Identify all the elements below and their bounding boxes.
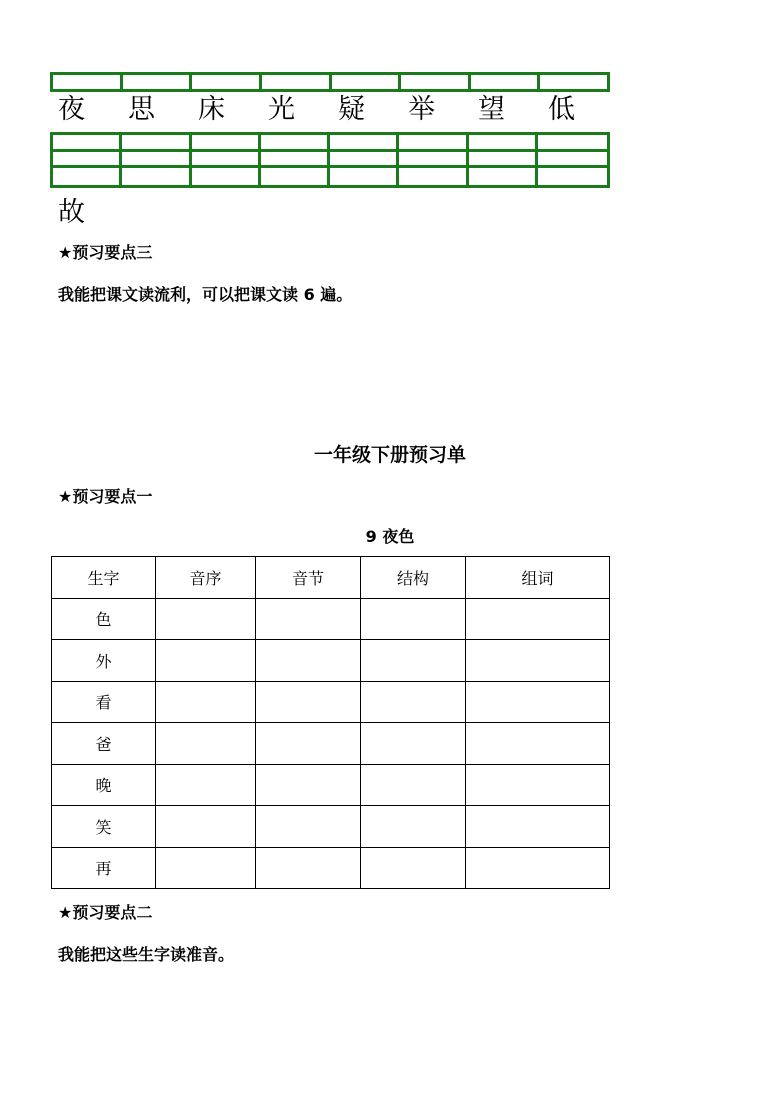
pinyin-cell[interactable] [399, 168, 468, 185]
pinyin-cell[interactable] [399, 152, 468, 169]
pinyin-cell[interactable] [540, 75, 607, 89]
character-cell: 笑 [52, 806, 156, 848]
pinyin-cell[interactable] [330, 168, 399, 185]
answer-cell[interactable] [156, 681, 256, 723]
answer-cell[interactable] [361, 806, 466, 848]
answer-cell[interactable] [466, 764, 610, 806]
answer-cell[interactable] [361, 640, 466, 682]
pinyin-cell[interactable] [261, 135, 330, 152]
answer-cell[interactable] [156, 764, 256, 806]
table-row [52, 847, 610, 889]
answer-cell[interactable] [466, 681, 610, 723]
column-header: 组词 [466, 557, 610, 599]
pinyin-cell[interactable] [330, 135, 399, 152]
answer-cell[interactable] [256, 847, 361, 889]
table-row [52, 681, 610, 723]
answer-cell[interactable] [361, 847, 466, 889]
character: 光 [268, 94, 295, 125]
character: 夜 [58, 94, 85, 125]
pinyin-cell[interactable] [261, 168, 330, 185]
character: 望 [478, 94, 505, 125]
section1-heading: ★预习要点一 [58, 487, 153, 506]
answer-cell[interactable] [466, 640, 610, 682]
pinyin-cell[interactable] [330, 152, 399, 169]
answer-cell[interactable] [361, 681, 466, 723]
pinyin-cell[interactable] [332, 75, 402, 89]
pinyin-cell[interactable] [192, 75, 262, 89]
character: 思 [128, 94, 155, 125]
pinyin-cell[interactable] [192, 152, 261, 169]
column-header: 音节 [256, 557, 361, 599]
page-title: 一年级下册预习单 [313, 444, 466, 466]
answer-cell[interactable] [156, 598, 256, 640]
table-header-row [52, 557, 610, 599]
pinyin-cell[interactable] [399, 135, 468, 152]
answer-cell[interactable] [361, 598, 466, 640]
character: 疑 [338, 94, 365, 125]
pinyin-cell[interactable] [538, 168, 607, 185]
table-row [52, 764, 610, 806]
character-cell: 晚 [52, 764, 156, 806]
answer-cell[interactable] [156, 640, 256, 682]
answer-cell[interactable] [256, 640, 361, 682]
section3-heading: ★预习要点三 [58, 243, 153, 262]
answer-cell[interactable] [466, 806, 610, 848]
answer-cell[interactable] [256, 598, 361, 640]
pinyin-cell[interactable] [401, 75, 471, 89]
pinyin-cell[interactable] [469, 168, 538, 185]
answer-cell[interactable] [361, 764, 466, 806]
pinyin-cell[interactable] [122, 152, 191, 169]
answer-cell[interactable] [466, 723, 610, 765]
answer-cell[interactable] [256, 681, 361, 723]
character-cell: 色 [52, 598, 156, 640]
character-table [51, 556, 610, 889]
lesson-title: 9 夜色 [365, 527, 415, 546]
table-row [52, 723, 610, 765]
pinyin-cell[interactable] [471, 75, 541, 89]
pinyin-cell[interactable] [469, 135, 538, 152]
answer-cell[interactable] [256, 806, 361, 848]
column-header: 音序 [156, 557, 256, 599]
pinyin-cell[interactable] [261, 152, 330, 169]
section2-heading: ★预习要点二 [58, 903, 153, 922]
column-header: 生字 [52, 557, 156, 599]
pinyin-cell[interactable] [123, 75, 193, 89]
pinyin-cell[interactable] [538, 135, 607, 152]
pinyin-cell[interactable] [53, 168, 122, 185]
section3-text: 我能把课文读流利，可以把课文读 6 遍。 [58, 285, 353, 304]
table-row [52, 640, 610, 682]
answer-cell[interactable] [156, 847, 256, 889]
pinyin-cell[interactable] [192, 168, 261, 185]
answer-cell[interactable] [466, 847, 610, 889]
character-row [50, 88, 610, 132]
table-row [52, 598, 610, 640]
pinyin-cell[interactable] [122, 135, 191, 152]
character-cell: 爸 [52, 723, 156, 765]
answer-cell[interactable] [256, 723, 361, 765]
section2-text: 我能把这些生字读准音。 [58, 945, 235, 964]
pinyin-cell[interactable] [192, 135, 261, 152]
extra-character: 故 [58, 197, 85, 228]
character-cell: 看 [52, 681, 156, 723]
character: 举 [408, 94, 435, 125]
pinyin-cell[interactable] [53, 152, 122, 169]
pinyin-cell[interactable] [262, 75, 332, 89]
column-header: 结构 [361, 557, 466, 599]
answer-cell[interactable] [466, 598, 610, 640]
pinyin-cell[interactable] [469, 152, 538, 169]
character-cell: 外 [52, 640, 156, 682]
answer-cell[interactable] [156, 723, 256, 765]
answer-cell[interactable] [156, 806, 256, 848]
answer-cell[interactable] [361, 723, 466, 765]
character-cell: 再 [52, 847, 156, 889]
pinyin-cell[interactable] [53, 135, 122, 152]
pinyin-grid-bottom [50, 132, 610, 188]
pinyin-cell[interactable] [122, 168, 191, 185]
table-row [52, 806, 610, 848]
pinyin-cell[interactable] [53, 75, 123, 89]
character: 低 [548, 94, 575, 125]
answer-cell[interactable] [256, 764, 361, 806]
character: 床 [198, 94, 225, 125]
pinyin-cell[interactable] [538, 152, 607, 169]
